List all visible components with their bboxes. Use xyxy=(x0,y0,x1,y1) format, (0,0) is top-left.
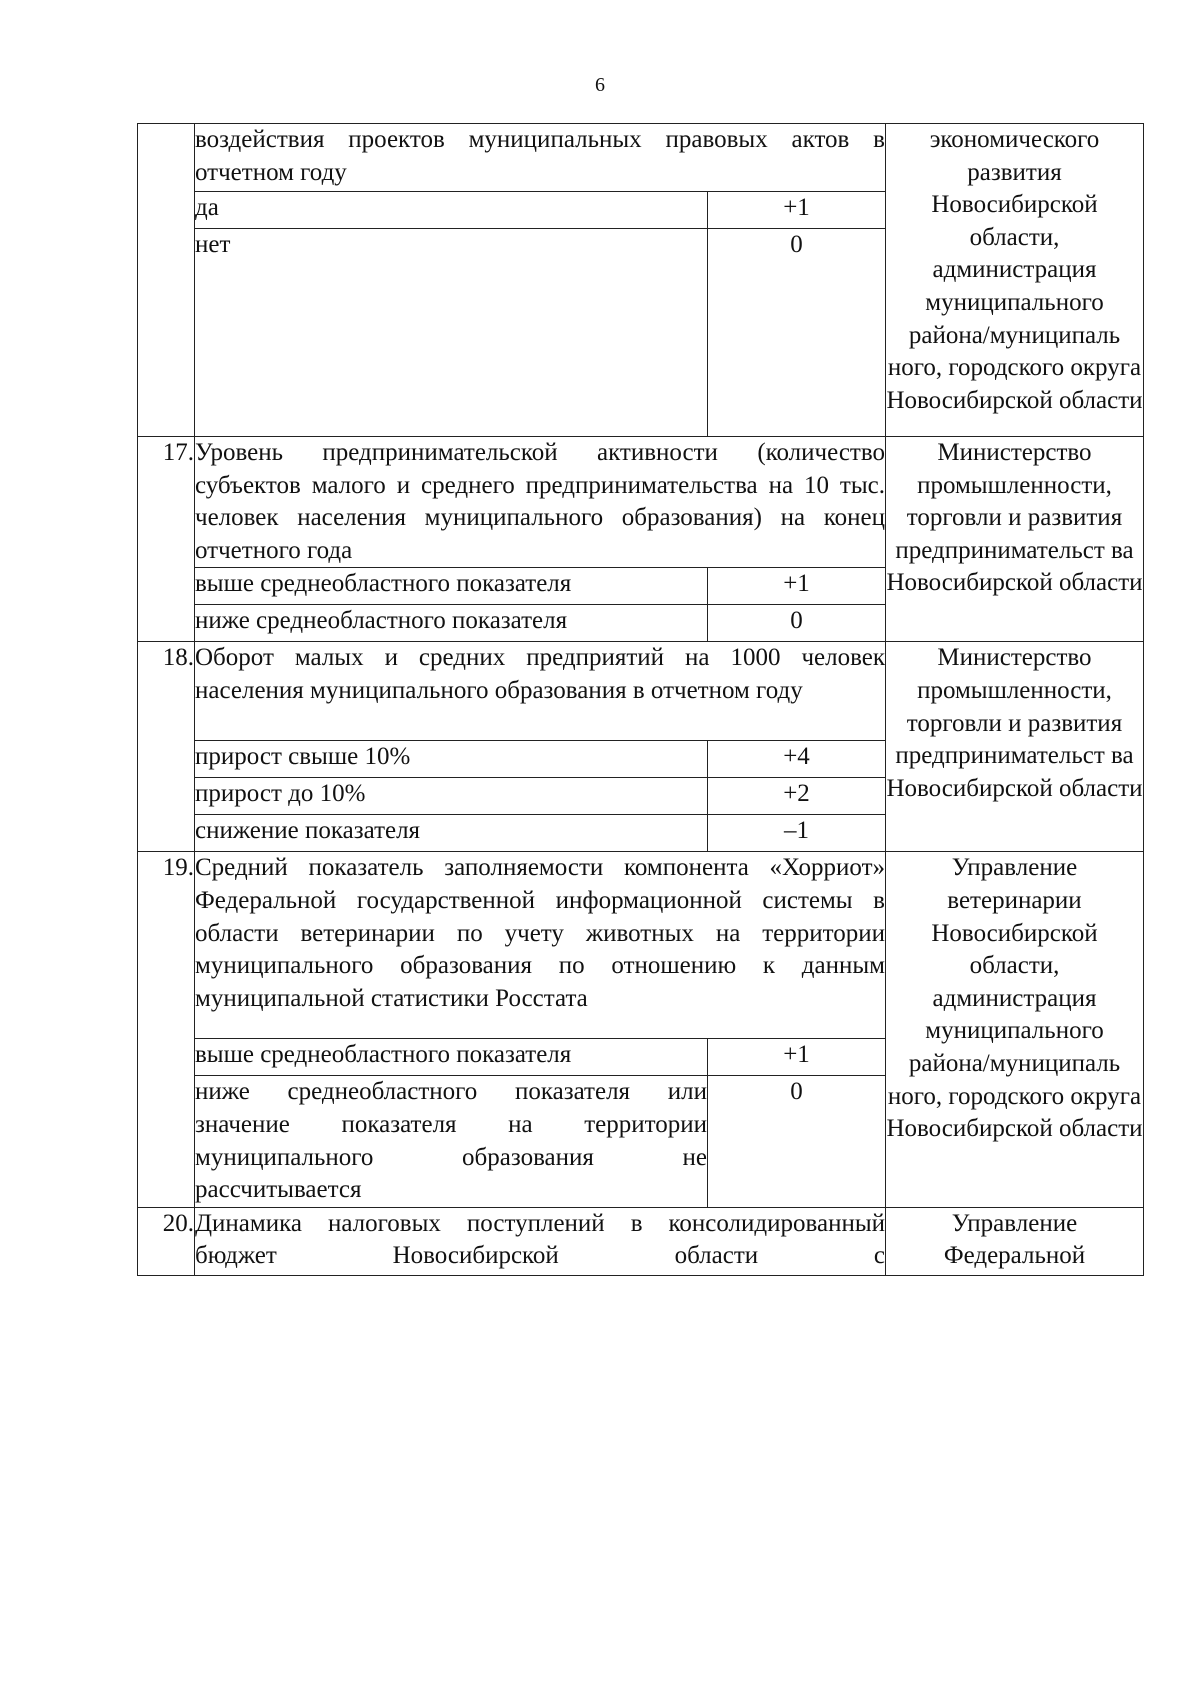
indicator-description: Средний показатель заполняемости компонента «Хорриот» Федеральной государственной информационной системы в области ветеринарии по учету животных на территории муниципального образования по отношению к данным муниципальной статистики Росстата xyxy=(195,852,886,1039)
row-number: 19. xyxy=(138,852,195,1207)
responsible-agency: Управление ветеринарии Новосибирской области, администрация муниципального района/муниципаль ного, городского округа Новосибирской области xyxy=(886,852,1144,1207)
option-score: 0 xyxy=(708,1076,886,1207)
option-label: выше среднеобластного показателя xyxy=(195,1039,708,1076)
indicators-table xyxy=(137,123,1144,1276)
option-label: выше среднеобластного показателя xyxy=(195,568,708,605)
responsible-agency: экономического развития Новосибирской области, администрация муниципального района/муниципаль ного, городского округа Новосибирской области xyxy=(886,124,1144,437)
option-label: прирост до 10% xyxy=(195,778,708,815)
indicator-description: Динамика налоговых поступлений в консолидированный бюджет Новосибирской области с xyxy=(195,1207,886,1275)
option-score: +2 xyxy=(708,778,886,815)
option-score: 0 xyxy=(708,229,886,437)
responsible-agency: Управление Федеральной xyxy=(886,1207,1144,1275)
table-row xyxy=(138,1207,1144,1275)
row-number xyxy=(138,124,195,437)
page-number: 6 xyxy=(595,74,605,96)
indicator-description: Уровень предпринимательской активности (количество субъектов малого и среднего предпринимательства на 10 тыс. человек населения муниципального образования) на конец отчетного года xyxy=(195,437,886,568)
option-score: +4 xyxy=(708,741,886,778)
indicator-description: воздействия проектов муниципальных правовых актов в отчетном году xyxy=(195,124,886,192)
table-row xyxy=(138,642,1144,741)
option-label: ниже среднеобластного показателя или значение показателя на территории муниципального образования не рассчитывается xyxy=(195,1076,708,1207)
row-number: 17. xyxy=(138,437,195,642)
option-label: прирост свыше 10% xyxy=(195,741,708,778)
option-score: –1 xyxy=(708,815,886,852)
option-label: ниже среднеобластного показателя xyxy=(195,605,708,642)
indicator-description: Оборот малых и средних предприятий на 1000 человек населения муниципального образования в отчетном году xyxy=(195,642,886,741)
responsible-agency: Министерство промышленности, торговли и развития предпринимательст ва Новосибирской области xyxy=(886,437,1144,642)
responsible-agency: Министерство промышленности, торговли и развития предпринимательст ва Новосибирской области xyxy=(886,642,1144,852)
option-score: 0 xyxy=(708,605,886,642)
option-label: нет xyxy=(195,229,708,437)
row-number: 20. xyxy=(138,1207,195,1275)
option-score: +1 xyxy=(708,568,886,605)
option-label: снижение показателя xyxy=(195,815,708,852)
option-score: +1 xyxy=(708,192,886,229)
table-row xyxy=(138,852,1144,1039)
row-number: 18. xyxy=(138,642,195,852)
option-label: да xyxy=(195,192,708,229)
option-score: +1 xyxy=(708,1039,886,1076)
table-row xyxy=(138,124,1144,192)
table-row xyxy=(138,437,1144,568)
